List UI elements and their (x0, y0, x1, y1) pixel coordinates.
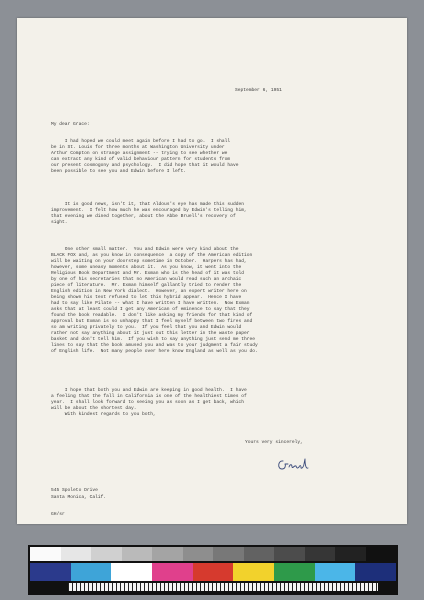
paragraph-3: One other small matter. You and Edwin were very kind about the BLACK FOX and, as you know in consequence a copy of the American edition will be waiting on your doorstep sometime in October. Harpers has had, however, some uneasy moments about it. As you know, it went into the Religious Book Department and Mr. Exman who is the head of it was told by one of his secretaries that no American would read such an archaic piece of literature. Mr. Exman himself gallantly tried to render the English edition in New York dialect. However, an expert writer here on being shown his text refused to let this hybrid appear. Hence I have had to say like Pilate -- what I have written I have written. Now Exman asks that at least could I get any American of eminence to say that they found the book readable. I don't like asking my friends for that kind of approval but Exman is so unhappy that I feel myself between two fires and so am writing privately to you. If you feel that you and Edwin would rather not say anything about it just out this letter in the waste paper basket and don't tell him. If you wish to say anything just send me three lines to say that the book amused you and was to your judgment a fair study of English life. Not many people over here know England as well as you do. (51, 247, 258, 354)
grey-step-5 (152, 547, 183, 561)
letter-page (17, 18, 407, 524)
grey-step-7 (213, 547, 244, 561)
grey-step-9 (274, 547, 305, 561)
color-calibration-target (28, 545, 398, 595)
grey-step-11 (335, 547, 366, 561)
paragraph-4: I hope that both you and Edwin are keeping in good health. I have a feeling that the fall in California is one of the healthiest times of year. I shall look forward to seeing you as soon as I get back, which will be about the shortest day. (51, 388, 247, 411)
address-line-2: Santa Monica, Calif. (51, 495, 107, 500)
grey-step-3 (91, 547, 122, 561)
grey-scale-strip (30, 547, 396, 561)
handwritten-signature (275, 455, 315, 475)
paragraph-5: With kindest regards to you both, (51, 412, 156, 417)
color-patch-7 (274, 563, 315, 581)
letter-date: September 6, 1951 (235, 88, 282, 93)
typist-initials: GH/sr (51, 512, 65, 517)
grey-step-8 (244, 547, 275, 561)
color-patch-strip (30, 563, 396, 581)
salutation: My dear Grace: (51, 122, 90, 127)
grey-step-1 (30, 547, 61, 561)
address-line-1: 545 Spoleto Drive (51, 488, 98, 493)
color-patch-6 (233, 563, 274, 581)
grey-step-12 (366, 547, 397, 561)
grey-step-6 (183, 547, 214, 561)
paragraph-2: It is good news, isn't it, that Aldous's eye has made this sudden improvement. I felt how much he was encouraged by Edwin's telling him, that evening we dined together, about the Abbe Bruell's recovery of sight. (51, 202, 247, 225)
color-patch-9 (355, 563, 396, 581)
color-patch-3 (111, 563, 152, 581)
color-patch-1 (30, 563, 71, 581)
color-patch-8 (315, 563, 356, 581)
measurement-ruler (68, 583, 378, 591)
grey-step-4 (122, 547, 153, 561)
color-patch-4 (152, 563, 193, 581)
color-patch-2 (71, 563, 112, 581)
grey-step-10 (305, 547, 336, 561)
color-patch-5 (193, 563, 234, 581)
closing: Yours very sincerely, (245, 440, 303, 445)
grey-step-2 (61, 547, 92, 561)
paragraph-1: I had hoped we could meet again before I had to go. I shall be in St. Louis for three months at Washington University under Arthur Compton on strange assignment -- trying to see whether we can extract any kind of valid behaviour pattern for students from our present cosmogony and psychology. I did hope that it would have been possible to see you and Edwin before I left. (51, 139, 239, 174)
